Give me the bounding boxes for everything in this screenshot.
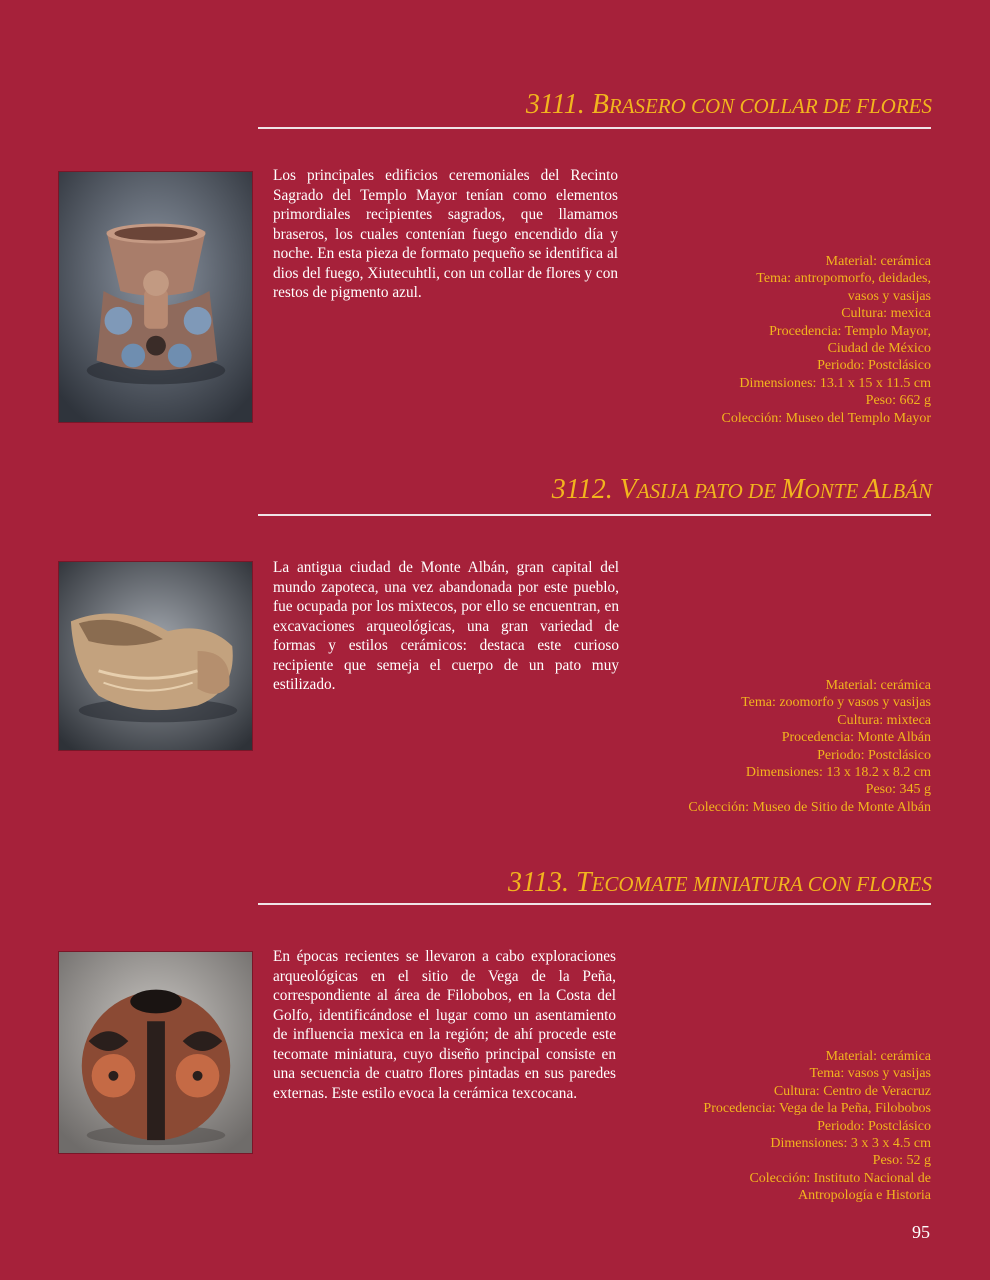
meta-line: Cultura: mexica [841, 306, 931, 322]
meta-line: Cultura: Centro de Veracruz [773, 1083, 931, 1099]
title-rule [258, 903, 931, 905]
meta-line: Material: cerámica [825, 1049, 931, 1064]
meta-line: vasos y vasijas [847, 288, 931, 304]
entry-title: 3113. TECOMATE MINIATURA CON FLORES [508, 867, 932, 898]
meta-line: Periodo: Postclásico [817, 358, 931, 374]
entry-description: En épocas recientes se llevaron a cabo exploraciones arqueológicas en el sitio de Vega de la Peña, correspondiente al área de Filobobos, en la Costa del Golfo, identificándose el lugar como un asentamiento de influencia mexica en la región; de ahí procede este tecomate miniatura, cuyo diseño principal consiste en una secuencia de cuatro flores pintadas en sus paredes externas. Este estilo evoca la cerámica texcocana. [273, 948, 616, 1102]
entry-metadata [591, 1048, 931, 1205]
entry-description: La antigua ciudad de Monte Albán, gran capital del mundo zapoteca, una vez abandonada por este pueblo, fue ocupada por los mixtecos, por ello se encuentran, en excavaciones arqueológicas, una gran variedad de formas y estilos cerámicos: destaca este curioso recipiente que semeja el cuerpo de un pato muy estilizado. [273, 559, 619, 693]
meta-line: Procedencia: Monte Albán [781, 730, 931, 746]
meta-line: Tema: vasos y vasijas [809, 1066, 931, 1082]
tecomate-photo [58, 951, 253, 1154]
meta-line: Tema: zoomorfo y vasos y vasijas [741, 695, 931, 711]
page-number: 95 [912, 1222, 930, 1242]
meta-line: Procedencia: Templo Mayor, [769, 323, 931, 339]
title-rule [258, 514, 931, 516]
meta-line: Cultura: mixteca [837, 712, 931, 728]
entry-title: 3111. BRASERO CON COLLAR DE FLORES [525, 89, 932, 120]
meta-line: Antropología e Historia [798, 1188, 931, 1204]
meta-line: Dimensiones: 3 x 3 x 4.5 cm [770, 1136, 931, 1152]
entry-metadata [591, 253, 931, 427]
meta-line: Colección: Museo de Sitio de Monte Albán [688, 799, 931, 815]
entry-title: 3112. VASIJA PATO DE MONTE ALBÁN [551, 474, 932, 505]
meta-line: Peso: 662 g [865, 393, 931, 409]
meta-line: Dimensiones: 13 x 18.2 x 8.2 cm [745, 765, 931, 781]
meta-line: Peso: 52 g [872, 1153, 931, 1169]
meta-line: Material: cerámica [825, 254, 931, 269]
brasero-photo [58, 171, 253, 423]
title-rule [258, 127, 931, 129]
meta-line: Periodo: Postclásico [817, 747, 931, 763]
meta-line: Tema: antropomorfo, deidades, [756, 271, 931, 287]
meta-line: Colección: Instituto Nacional de [749, 1170, 931, 1186]
meta-line: Ciudad de México [827, 341, 931, 357]
meta-line: Peso: 345 g [865, 782, 931, 798]
entry-description: Los principales edificios ceremoniales del Recinto Sagrado del Templo Mayor tenían como elementos primordiales recipientes sagrados, que llamamos braseros, los cuales contenían fuego encendido día y noche. En esta pieza de formato pequeño se identifica al dios del fuego, Xiutecuhtli, con un collar de flores y con restos de pigmento azul. [273, 167, 618, 301]
meta-line: Periodo: Postclásico [817, 1118, 931, 1134]
meta-line: Material: cerámica [825, 678, 931, 693]
vasija-pato-photo [58, 561, 253, 751]
meta-line: Dimensiones: 13.1 x 15 x 11.5 cm [739, 375, 931, 391]
meta-line: Colección: Museo del Templo Mayor [721, 410, 931, 426]
meta-line: Procedencia: Vega de la Peña, Filobobos [703, 1101, 931, 1117]
entry-metadata [591, 677, 931, 816]
